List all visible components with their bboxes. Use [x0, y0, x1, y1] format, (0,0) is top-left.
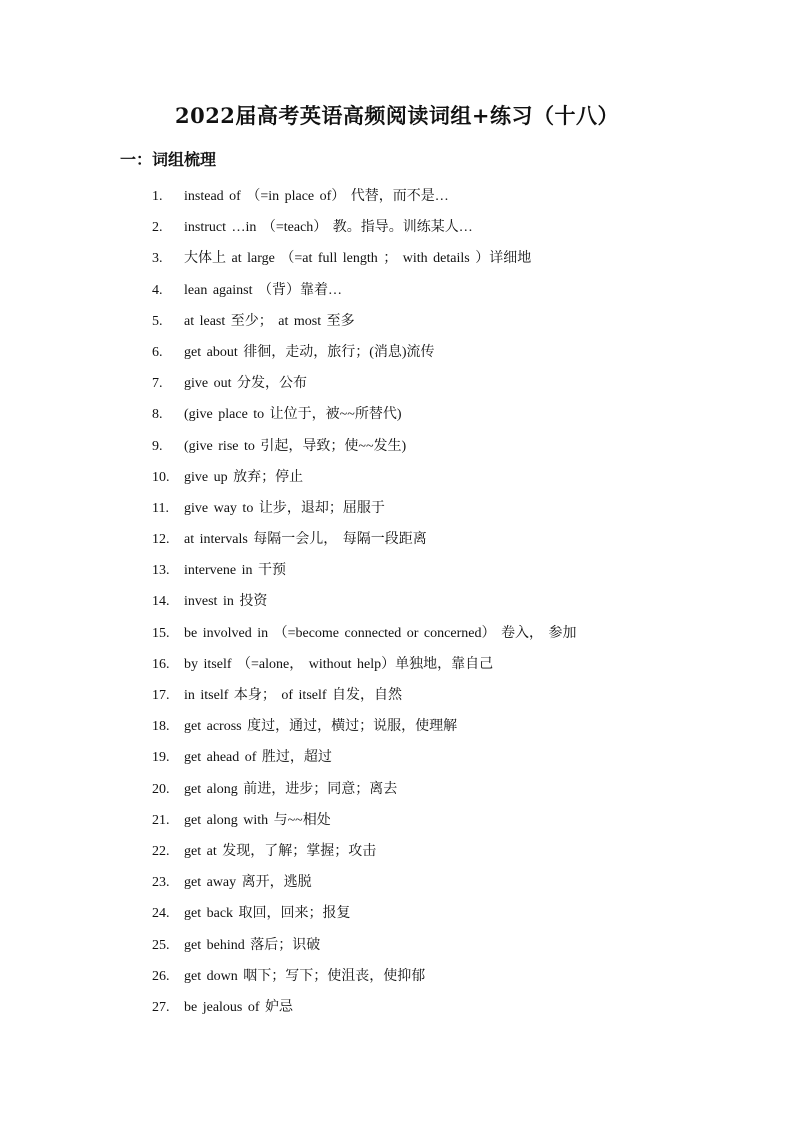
list-item-text: get about 徘徊，走动，旅行；(消息)流传 [184, 344, 435, 360]
list-item [152, 933, 576, 964]
list-item [152, 340, 576, 371]
list-item [152, 496, 576, 527]
list-item [152, 215, 576, 246]
list-item-number: 5. [152, 313, 163, 329]
list-item [152, 402, 576, 433]
list-item-number: 7. [152, 376, 163, 392]
list-item-number: 6. [152, 344, 163, 360]
list-item-text: get along with 与~~相处 [184, 812, 331, 828]
list-item-number: 11. [152, 500, 169, 516]
list-item [152, 309, 576, 340]
list-item-text: 大体上 at large （=at full length ； with details ）详细地 [184, 251, 532, 267]
list-item [152, 652, 576, 683]
list-item [152, 995, 576, 1026]
list-item-text: at intervals 每隔一会儿， 每隔一段距离 [184, 532, 427, 548]
list-item [152, 527, 576, 558]
list-item-text: lean against （背）靠着… [184, 282, 342, 298]
list-item-text: at least 至少； at most 至多 [184, 313, 355, 329]
list-item [152, 870, 576, 901]
list-item [152, 434, 576, 465]
list-item-number: 18. [152, 719, 170, 735]
list-item-number: 9. [152, 438, 163, 454]
list-item-number: 12. [152, 532, 170, 548]
list-item-number: 15. [152, 625, 170, 641]
list-item-number: 22. [152, 843, 170, 859]
list-item-text: (give rise to 引起，导致；使~~发生) [184, 438, 407, 454]
list-item-number: 24. [152, 906, 170, 922]
list-item-number: 19. [152, 750, 170, 766]
list-item [152, 184, 576, 215]
list-item-text: get down 咽下；写下；使沮丧，使抑郁 [184, 968, 426, 984]
list-item [152, 589, 576, 620]
list-item-text: be jealous of 妒忌 [184, 999, 294, 1015]
list-item [152, 839, 576, 870]
list-item [152, 558, 576, 589]
list-item-number: 13. [152, 563, 170, 579]
list-item [152, 964, 576, 995]
list-item-text: get across 度过，通过，横过；说服，使理解 [184, 719, 458, 735]
list-item [152, 683, 576, 714]
list-item-number: 20. [152, 781, 170, 797]
document-title: 2022届高考英语高频阅读词组+练习（十八） [174, 103, 620, 128]
list-item [152, 371, 576, 402]
list-item-text: get ahead of 胜过，超过 [184, 750, 332, 766]
list-item-number: 8. [152, 407, 163, 423]
list-item [152, 901, 576, 932]
section-heading: 一：词组梳理 [120, 150, 217, 169]
list-item-text: give way to 让步，退却；屈服于 [184, 500, 385, 516]
list-item [152, 246, 576, 277]
list-item-text: get back 取回，回来；报复 [184, 906, 351, 922]
list-item-number: 21. [152, 812, 170, 828]
list-item-number: 3. [152, 251, 163, 267]
list-item-text: give up 放弃；停止 [184, 469, 304, 485]
list-item [152, 465, 576, 496]
list-item [152, 714, 576, 745]
list-item-number: 10. [152, 469, 170, 485]
list-item [152, 745, 576, 776]
list-item-number: 26. [152, 968, 170, 984]
list-item-number: 14. [152, 594, 170, 610]
list-item-text: in itself 本身； of itself 自发，自然 [184, 688, 403, 703]
list-item-number: 4. [152, 282, 163, 298]
list-item-text: get at 发现，了解；掌握；攻击 [184, 843, 377, 859]
list-item-text: get away 离开，逃脱 [184, 875, 312, 891]
list-item-number: 1. [152, 189, 163, 204]
list-item-number: 23. [152, 875, 170, 891]
list-item-number: 2. [152, 220, 163, 236]
list-item-text: be involved in （=become connected or concerned） 卷入， 参加 [184, 625, 577, 641]
list-item-text: instead of （=in place of） 代替，而不是… [184, 189, 449, 204]
list-item-text: get along 前进，进步；同意；离去 [184, 781, 398, 797]
list-item-number: 17. [152, 688, 170, 703]
list-item-number: 25. [152, 937, 170, 953]
list-item-number: 16. [152, 656, 170, 672]
list-item [152, 808, 576, 839]
list-item-text: get behind 落后；识破 [184, 937, 321, 953]
list-item-text: (give place to 让位于，被~~所替代) [184, 407, 402, 423]
list-item-text: instruct …in （=teach） 教。指导。训练某人… [184, 220, 473, 236]
list-item-number: 27. [152, 999, 170, 1015]
list-item [152, 278, 576, 309]
list-item [152, 777, 576, 808]
list-item-text: by itself （=alone， without help）单独地，靠自己 [184, 656, 494, 672]
list-item [152, 621, 576, 652]
list-item-text: give out 分发，公布 [184, 376, 307, 392]
list-item-text: intervene in 干预 [184, 563, 286, 579]
list-item-text: invest in 投资 [184, 594, 268, 610]
phrase-list [152, 184, 576, 1026]
